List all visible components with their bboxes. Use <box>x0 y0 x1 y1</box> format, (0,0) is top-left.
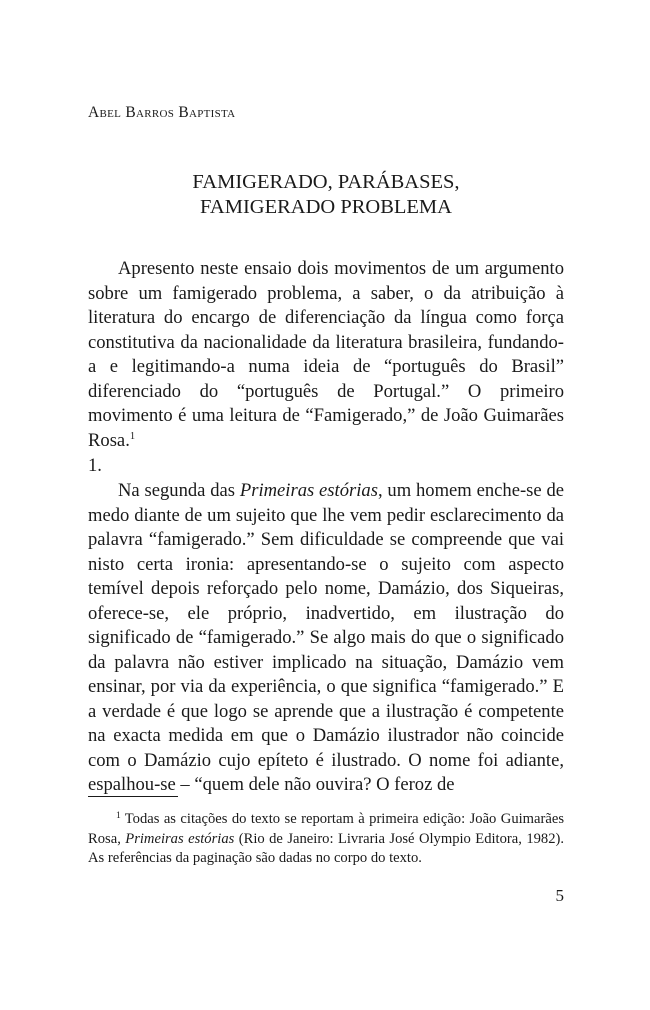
footnote-separator <box>88 796 178 797</box>
footnote-book-title: Primeiras estórias <box>125 830 235 847</box>
running-header-author: Abel Barros Baptista <box>88 104 236 121</box>
section-number: 1. <box>88 455 102 476</box>
footnote-text-rest: (Rio de Janeiro: Livraria José Olympio Editora, 1982). As referências da paginação são dadas no corpo do texto. <box>88 830 565 866</box>
section-paragraph <box>88 479 564 798</box>
intro-paragraph <box>88 257 564 453</box>
footnote-text-start: Todas as citações do texto se reportam à primeira edição: João Guimarães Rosa, <box>88 811 564 847</box>
chapter-title <box>88 170 564 220</box>
section-text-rest: , um homem enche-se de medo diante de um sujeito que lhe vem pedir esclarecimento da palavra “famigerado.” Sem dificuldade se compreende que vai nisto certa ironia: apresentando-se o sujeito com aspecto temível depois reforçado pelo nome, Damázio, dos Siqueiras, oferece-se, ele próprio, inadvertido, em ilustração do significado de “famigerado.” Se algo mais do que o significado da palavra não estiver implicado na situação, Damázio vem ensinar, por via da experiência, o que significa “famigerado.” E a verdade é que logo se aprende que a ilustração é competente na exacta medida em que o Damázio ilustrador não coincide com o Damázio cujo epíteto é ilustrado. O nome foi adiante, espalhou-se – “quem dele não ouvira? O feroz de <box>88 480 564 795</box>
section-book-title: Primeiras estórias <box>239 480 378 501</box>
footnote-mark: 1 <box>116 811 121 821</box>
section-text-start: Na segunda das <box>118 480 240 501</box>
page-number: 5 <box>555 886 564 905</box>
footnote-reference: 1 <box>129 430 136 442</box>
footnote <box>88 810 564 869</box>
chapter-title-line-2: FAMIGERADO PROBLEMA <box>200 196 452 218</box>
chapter-title-line-1: FAMIGERADO, PARÁBASES, <box>192 171 460 193</box>
intro-text: Apresento neste ensaio dois movimentos de um argumento sobre um famigerado problema, a saber, o da atribuição à literatura do encargo de diferenciação da língua como força constitutiva da nacionalidade da literatura brasileira, fundando-a e legitimando-a numa ideia de “português do Brasil” diferenciado do “português de Portugal.” O primeiro movimento é uma leitura de “Famigerado,” de João Guimarães Rosa. <box>88 258 564 451</box>
